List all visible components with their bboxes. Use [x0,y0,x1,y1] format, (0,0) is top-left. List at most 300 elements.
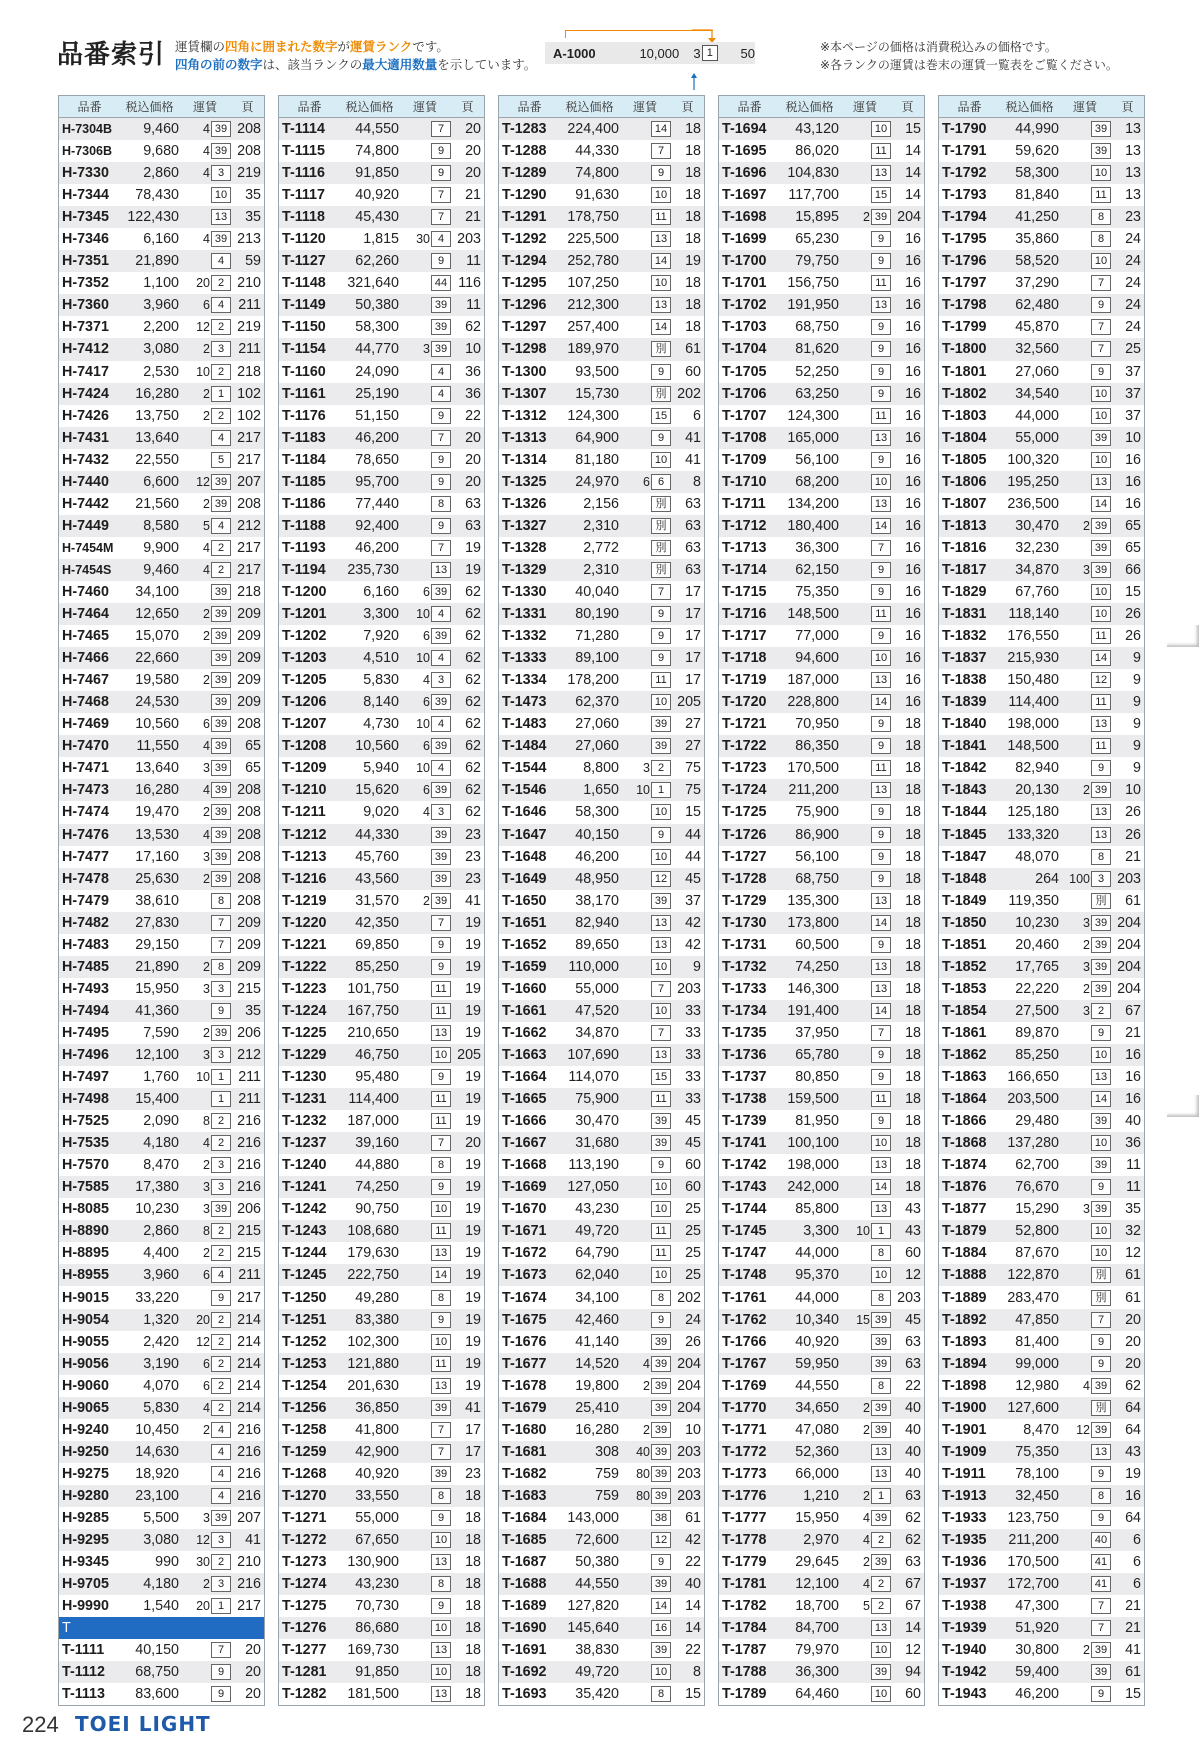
product-code: T-1909 [942,1443,987,1460]
desc-highlight: 四角に囲まれた数字 [225,39,338,54]
page-ref: 13 [1125,165,1141,182]
table-row [499,1639,704,1661]
price: 8,470 [143,1157,179,1174]
max-quantity: 10 [636,783,650,798]
product-code: T-1277 [282,1642,327,1659]
table-row [59,647,264,669]
table-header [59,96,264,118]
max-quantity: 2 [203,673,210,688]
freight [619,650,671,666]
page-ref: 18 [465,1576,481,1593]
page-ref: 21 [465,187,481,204]
freight-rank-box: 10 [431,1532,451,1548]
table-row [59,162,264,184]
price: 8,580 [143,517,179,534]
page-ref: 19 [465,1289,481,1306]
page-ref: 62 [465,782,481,799]
freight [399,1334,451,1350]
freight-rank-box: 8 [1091,1488,1111,1504]
product-code: H-7585 [62,1179,109,1196]
product-code: T-1795 [942,231,987,248]
freight [1059,893,1111,909]
product-code: T-1274 [282,1576,327,1593]
freight [399,275,451,291]
page-ref: 204 [1117,958,1141,975]
freight [839,1620,891,1636]
table-row [279,713,484,735]
product-code: T-1714 [722,561,767,578]
freight [619,760,671,776]
product-code: T-1747 [722,1245,767,1262]
table-row [939,1154,1144,1176]
max-quantity: 2 [203,805,210,820]
max-quantity: 2 [203,1158,210,1173]
product-code: H-7345 [62,209,109,226]
table-row [499,1154,704,1176]
price: 69,850 [355,936,399,953]
price: 107,690 [567,1046,619,1063]
product-code: T-1892 [942,1311,987,1328]
freight [179,1422,231,1438]
table-row [499,1331,704,1353]
page-ref: 18 [905,980,921,997]
table-row [499,228,704,250]
product-code: T-1200 [282,584,327,600]
header-price: 税込価格 [785,100,834,114]
product-code: H-7498 [62,1091,109,1108]
product-code: T-1734 [722,1002,767,1019]
price: 74,800 [575,165,619,182]
price: 114,400 [348,1091,399,1108]
price: 44,000 [795,1245,839,1262]
freight-rank-box: 44 [431,275,451,291]
price: 3,080 [143,341,179,358]
product-code: T-1901 [942,1421,987,1438]
price: 10,230 [1015,914,1059,931]
table-row [719,1507,924,1529]
freight [1059,1113,1111,1129]
page-ref: 63 [905,1487,921,1504]
table-row [499,1309,704,1331]
price: 24,530 [135,694,179,711]
freight-rank-box: 39 [651,1356,671,1372]
page-ref: 27 [685,716,701,733]
product-code: T-1794 [942,209,987,226]
table-row [59,669,264,691]
freight-rank-box: 39 [211,760,231,776]
freight [1059,430,1111,446]
page-ref: 218 [237,363,261,380]
freight-rank-box: 別 [651,341,671,357]
table-row [719,493,924,515]
freight [839,959,891,975]
freight [1059,981,1111,997]
product-code: T-1725 [722,804,767,821]
example-code: A-1000 [553,45,596,61]
product-code: T-1791 [942,143,987,160]
price: 23,100 [135,1487,179,1504]
price: 10,560 [135,716,179,733]
freight-rank-box: 7 [871,1025,891,1041]
table-row [499,1661,704,1683]
product-code: T-1690 [502,1620,547,1637]
product-code: T-1661 [502,1002,547,1019]
freight [399,408,451,424]
freight [1059,1532,1111,1548]
page-ref: 19 [465,1113,481,1130]
page-ref: 20 [465,143,481,160]
freight [1059,1069,1111,1085]
page-ref: 18 [685,231,701,248]
freight [179,341,231,357]
table-row [719,1154,924,1176]
freight [1059,849,1111,865]
freight-rank-box: 13 [431,1642,451,1658]
price: 102,300 [347,1333,399,1350]
price: 52,250 [795,363,839,380]
product-code: T-1696 [722,165,767,182]
table-row [719,250,924,272]
price: 41,250 [1015,209,1059,226]
freight [839,474,891,490]
freight-rank-box: 9 [871,849,891,865]
freight [619,1642,671,1658]
price: 15,290 [1015,1201,1059,1218]
price: 32,230 [1015,539,1059,556]
price: 3,300 [803,1223,839,1240]
table-row [939,427,1144,449]
freight-rank-box: 1 [211,386,231,402]
product-code: H-9990 [62,1598,109,1615]
freight-rank-box: 9 [1091,1179,1111,1195]
page-ref: 61 [685,1509,701,1526]
table-row [59,471,264,493]
product-code: T-1664 [502,1069,547,1086]
product-code: T-1245 [282,1267,327,1284]
freight-rank-box: 11 [871,275,891,291]
table-row [279,625,484,647]
page-ref: 18 [905,892,921,909]
price: 35,860 [1015,231,1059,248]
table-row [499,1551,704,1573]
product-code: T-1651 [502,914,547,931]
table-row [719,228,924,250]
price: 201,630 [347,1377,399,1394]
max-quantity: 6 [203,1378,210,1393]
freight-rank-box: 4 [211,1444,231,1460]
price: 47,850 [1015,1311,1059,1328]
table-row [719,118,924,140]
max-quantity: 12 [196,474,210,489]
freight [839,562,891,578]
freight [1059,187,1111,203]
page-ref: 17 [685,650,701,667]
max-quantity: 2 [203,607,210,622]
freight [1059,1356,1111,1372]
page-ref: 18 [465,1532,481,1549]
product-code: T-1748 [722,1267,767,1284]
product-code: T-1730 [722,914,767,931]
max-quantity: 4 [203,540,210,555]
max-quantity: 3 [203,1510,210,1525]
price: 40,920 [795,1333,839,1350]
freight [399,1444,451,1460]
freight [399,1356,451,1372]
freight [839,1113,891,1129]
page-ref: 60 [905,1686,921,1703]
freight-rank-box: 11 [651,209,671,225]
product-code: H-7479 [62,892,109,909]
freight-rank-box: 39 [211,1201,231,1217]
price: 9,460 [143,121,179,138]
product-code: T-1670 [502,1201,547,1218]
table-row [939,912,1144,934]
freight-rank-box: 7 [431,540,451,556]
product-code: T-1738 [722,1091,767,1108]
freight [619,1113,671,1129]
product-code: T-1707 [722,407,767,424]
page-ref: 19 [465,1311,481,1328]
freight [839,364,891,380]
freight-rank-box: 3 [431,672,451,688]
freight [399,1201,451,1217]
freight-rank-box: 8 [651,1686,671,1702]
product-code: T-1704 [722,341,767,358]
freight [1059,143,1111,159]
freight [399,1025,451,1041]
freight [399,959,451,975]
table-row [499,1176,704,1198]
freight [399,782,451,798]
page-ref: 211 [238,341,261,358]
product-code: T-1295 [502,275,547,292]
table-row [279,934,484,956]
max-quantity: 40 [636,1444,650,1459]
product-code: T-1291 [502,209,547,226]
freight-rank-box: 10 [651,1179,671,1195]
price: 2,530 [143,363,179,380]
table-row [719,272,924,294]
freight [399,518,451,534]
freight-rank-box: 10 [431,1201,451,1217]
freight [619,1532,671,1548]
product-code: T-1796 [942,253,987,270]
product-code: T-1705 [722,363,767,380]
page-ref: 18 [905,716,921,733]
freight [179,1576,231,1592]
table-row [939,890,1144,912]
product-code: T-1667 [502,1135,547,1152]
freight-rank-box: 39 [211,474,231,490]
max-quantity: 2 [203,959,210,974]
table-row [59,1551,264,1573]
page-ref: 25 [685,1267,701,1284]
price: 10,230 [135,1201,179,1218]
max-quantity: 30 [196,1555,210,1570]
freight [399,253,451,269]
freight-rank-box: 13 [1091,474,1111,490]
freight-rank-box: 39 [651,1642,671,1658]
product-code: T-1292 [502,231,547,248]
page-ref: 214 [237,1377,261,1394]
max-quantity: 12 [196,1334,210,1349]
freight-rank-box: 別 [651,496,671,512]
max-quantity: 2 [203,1025,210,1040]
table-row [939,1331,1144,1353]
price: 2,860 [143,1223,179,1240]
product-code: T-1671 [502,1223,547,1240]
price: 20,130 [1015,782,1059,799]
desc-highlight: 四角の前の数字 [175,57,263,72]
freight-rank-box: 7 [431,430,451,446]
page-ref: 67 [1125,1002,1141,1019]
page-ref: 17 [465,1443,481,1460]
price: 2,310 [583,561,619,578]
freight [839,1466,891,1482]
price: 124,300 [787,407,839,424]
product-code: T-1702 [722,297,767,314]
table-row [279,471,484,493]
product-code: T-1312 [502,407,547,424]
freight-rank-box: 39 [431,628,451,644]
price: 1,210 [803,1487,839,1504]
table-row [499,1507,704,1529]
page-ref: 33 [685,1069,701,1086]
freight [619,959,671,975]
price: 14,520 [575,1355,619,1372]
freight [839,275,891,291]
max-quantity: 2 [863,210,870,225]
page-tab-decoration [1167,1095,1199,1117]
product-code: T-1769 [722,1377,767,1394]
freight [1059,1598,1111,1614]
page-ref: 12 [905,1267,921,1284]
product-code: T-1270 [282,1487,327,1504]
price: 13,640 [135,429,179,446]
freight-rank-box: 4 [431,364,451,380]
freight [619,518,671,534]
price: 43,230 [575,1201,619,1218]
freight [399,606,451,622]
price: 70,730 [355,1598,399,1615]
page-ref: 25 [685,1223,701,1240]
page-ref: 203 [677,980,701,997]
table-row [499,1022,704,1044]
page-ref: 217 [237,561,261,578]
freight-rank-box: 13 [871,672,891,688]
page-ref: 16 [905,473,921,490]
price: 114,070 [568,1069,619,1086]
page-ref: 66 [1125,561,1141,578]
freight [839,341,891,357]
page-ref: 42 [685,1532,701,1549]
table-row [719,956,924,978]
freight-rank-box: 11 [651,672,671,688]
price: 47,080 [795,1421,839,1438]
product-code: T-1803 [942,407,987,424]
product-code: T-1766 [722,1333,767,1350]
table-row [279,1463,484,1485]
page-ref: 40 [685,1576,701,1593]
page-ref: 63 [685,495,701,512]
table-row [59,603,264,625]
max-quantity: 3 [203,1047,210,1062]
max-quantity: 6 [203,1356,210,1371]
freight [179,937,231,953]
page-ref: 62 [465,760,481,777]
freight [619,915,671,931]
max-quantity: 5 [863,1599,870,1614]
freight [399,1642,451,1658]
blue-arrowhead-icon [691,73,697,78]
table-row [499,1573,704,1595]
page-ref: 16 [905,341,921,358]
page-ref: 216 [237,1157,261,1174]
product-code: T-1275 [282,1598,327,1615]
table-row [499,383,704,405]
max-quantity: 4 [423,805,430,820]
freight-rank-box: 7 [431,1444,451,1460]
table-row [279,338,484,360]
table-header [279,96,484,118]
price: 21,560 [135,495,179,512]
price: 2,420 [143,1333,179,1350]
price: 75,900 [795,804,839,821]
freight-rank-box: 9 [431,1510,451,1526]
freight [619,1223,671,1239]
product-code: H-7470 [62,738,109,755]
freight-rank-box: 9 [431,1598,451,1614]
freight [839,628,891,644]
price: 211,200 [788,782,839,799]
product-code: T-1296 [502,297,547,314]
product-code: H-7469 [62,716,109,733]
table-row [939,250,1144,272]
max-quantity: 6 [423,629,430,644]
max-quantity: 8 [203,1114,210,1129]
product-code: T-1799 [942,319,987,336]
price: 264 [1035,870,1059,887]
header-page: 頁 [1121,100,1134,114]
price: 62,700 [1015,1157,1059,1174]
page-ref: 37 [685,892,701,909]
price: 46,200 [355,429,399,446]
freight-rank-box: 9 [871,871,891,887]
product-code: H-9345 [62,1554,109,1571]
freight-rank-box: 別 [1091,893,1111,909]
product-code: T-1268 [282,1465,327,1482]
table-row [59,1507,264,1529]
page-ref: 17 [685,672,701,689]
freight-rank-box: 11 [871,606,891,622]
product-code: T-1771 [722,1421,767,1438]
page-ref: 6 [1133,1532,1141,1549]
price: 173,800 [787,914,839,931]
price: 12,100 [795,1576,839,1593]
price: 84,700 [795,1620,839,1637]
freight-rank-box: 9 [211,1003,231,1019]
freight [619,1422,671,1438]
table-header [499,96,704,118]
note-freight: ※各ランクの運賃は巻末の運賃一覧表をご覧ください。 [820,58,1118,72]
price: 38,830 [575,1642,619,1659]
table-row [499,405,704,427]
page-ref: 205 [677,694,701,711]
freight-rank-box: 39 [211,804,231,820]
product-code: T-1689 [502,1598,547,1615]
freight-rank-box: 別 [651,540,671,556]
page-ref: 18 [905,936,921,953]
